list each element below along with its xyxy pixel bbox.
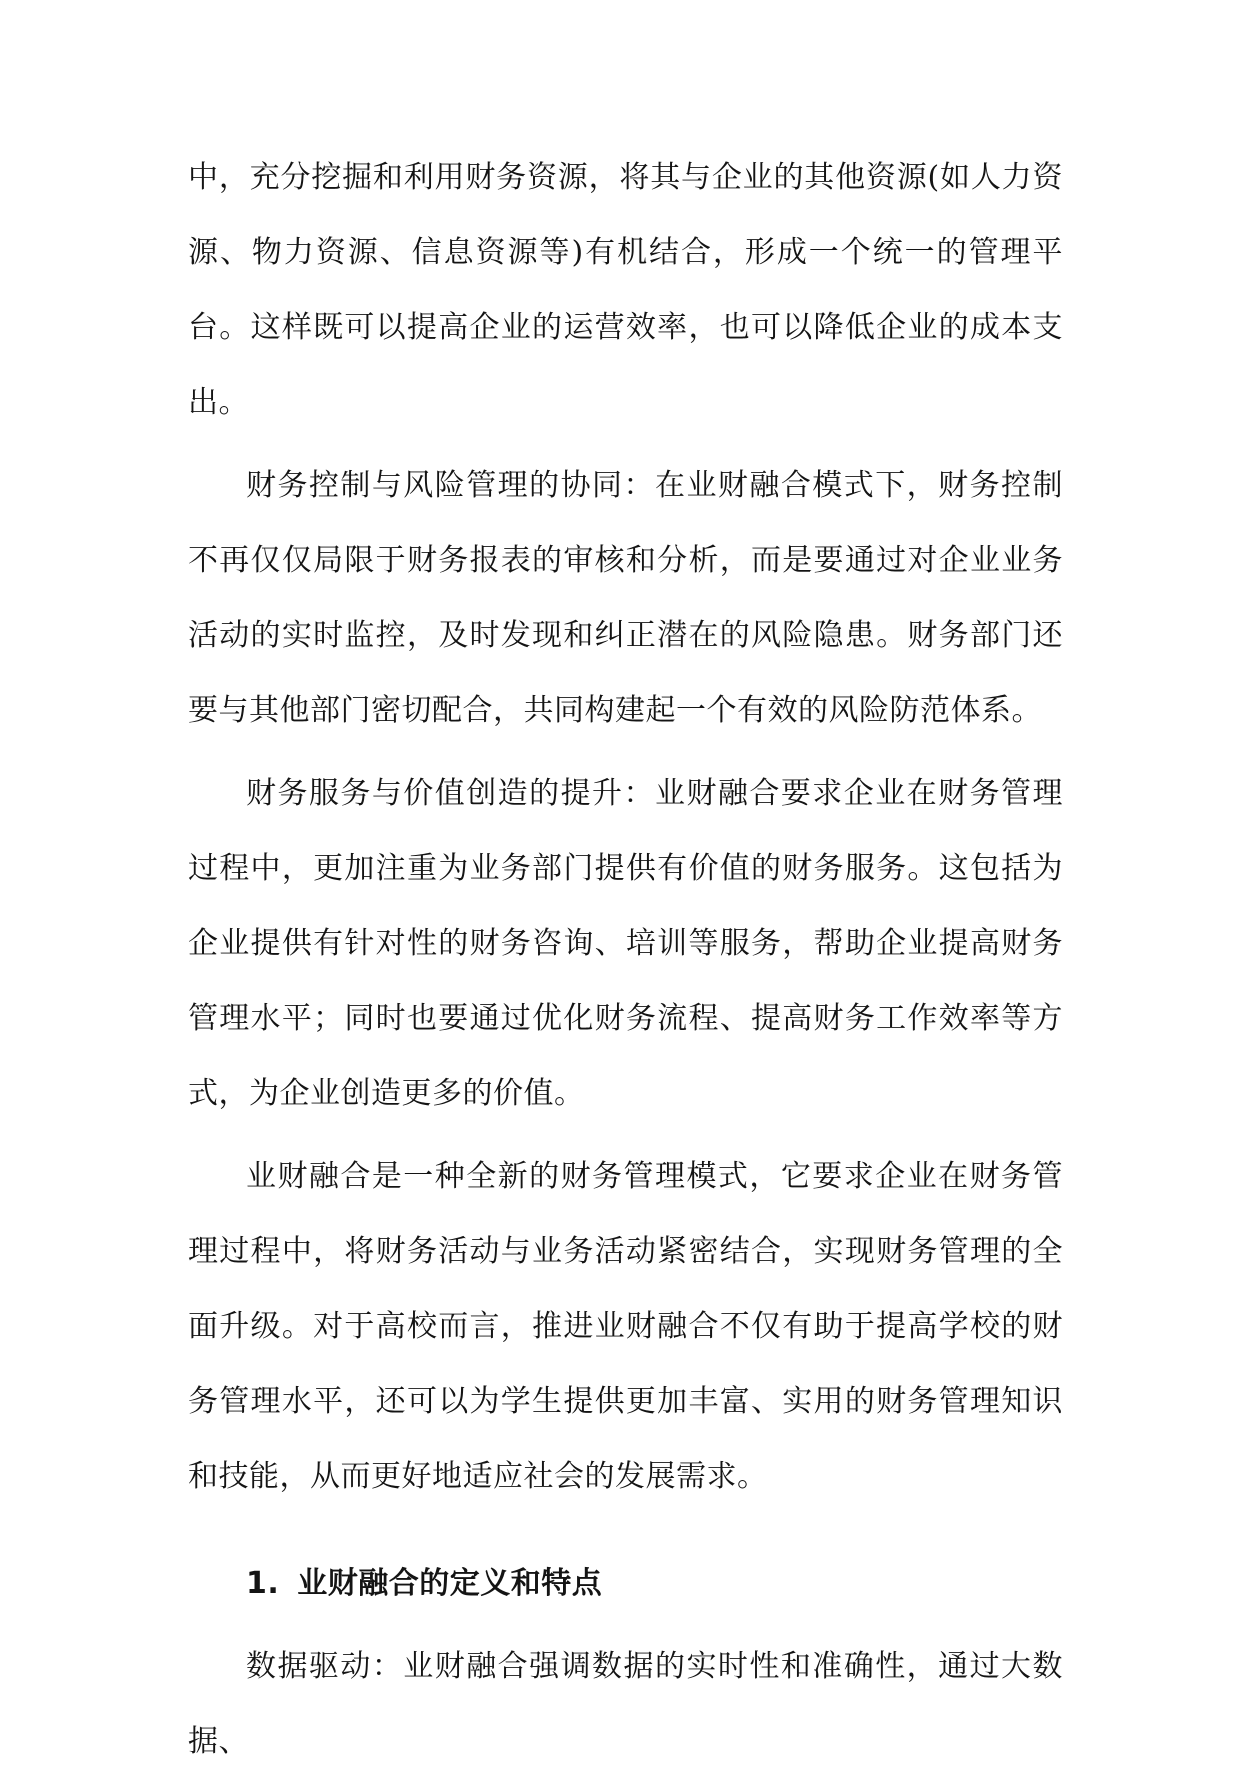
document-page	[188, 140, 1063, 1787]
paragraph-continuation: 中，充分挖掘和利用财务资源，将其与企业的其他资源(如人力资源、物力资源、信息资源等)有机结合，形成一个统一的管理平台。这样既可以提高企业的运营效率，也可以降低企业的成本支出。	[188, 160, 1063, 420]
section-heading-number: 1.	[246, 1566, 280, 1601]
section-heading-text: 业财融合的定义和特点	[297, 1566, 603, 1601]
paragraph-summary: 业财融合是一种全新的财务管理模式，它要求企业在财务管理过程中，将财务活动与业务活动紧密结合，实现财务管理的全面升级。对于高校而言，推进业财融合不仅有助于提高学校的财务管理水平，还可以为学生提供更加丰富、实用的财务管理知识和技能，从而更好地适应社会的发展需求。	[188, 1159, 1063, 1494]
section-heading	[188, 1546, 1063, 1621]
paragraph-financial-control: 财务控制与风险管理的协同：在业财融合模式下，财务控制不再仅仅局限于财务报表的审核和分析，而是要通过对企业业务活动的实时监控，及时发现和纠正潜在的风险隐患。财务部门还要与其他部门密切配合，共同构建起一个有效的风险防范体系。	[188, 468, 1063, 728]
paragraph-data-driven: 数据驱动：业财融合强调数据的实时性和准确性，通过大数据、	[188, 1649, 1063, 1759]
paragraph-financial-service: 财务服务与价值创造的提升：业财融合要求企业在财务管理过程中，更加注重为业务部门提供有价值的财务服务。这包括为企业提供有针对性的财务咨询、培训等服务，帮助企业提高财务管理水平；同时也要通过优化财务流程、提高财务工作效率等方式，为企业创造更多的价值。	[188, 776, 1063, 1111]
